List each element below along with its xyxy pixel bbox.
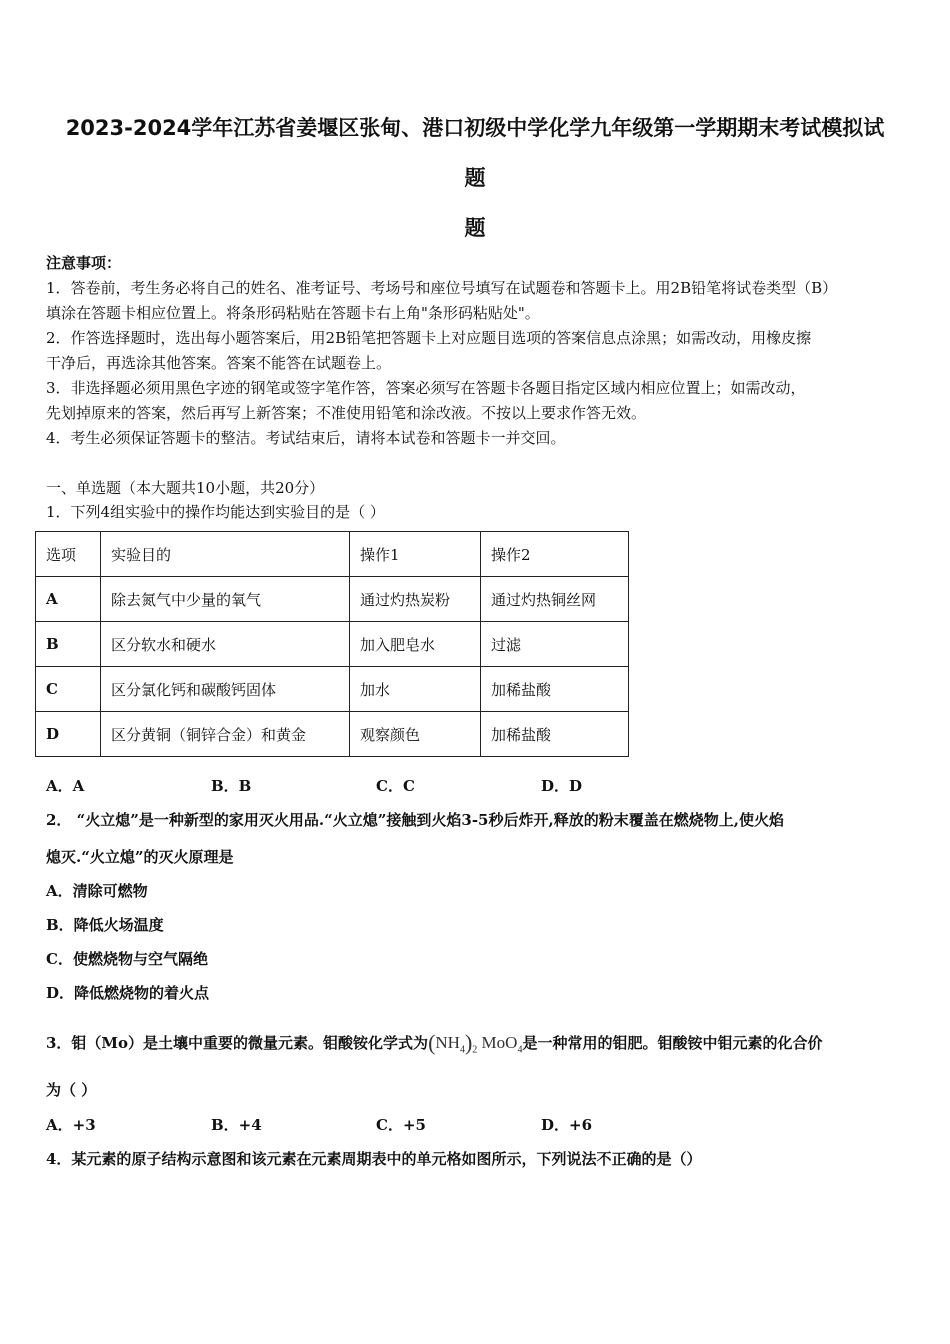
notice-line: 4．考生必须保证答题卡的整洁。考试结束后，请将本试卷和答题卡一并交回。 [46, 429, 566, 447]
ammonium-molybdate-formula: $(NH_4)_2$ MoO$_4$ [428, 1030, 523, 1056]
answer-option[interactable]: A．清除可燃物 [46, 882, 148, 900]
section-heading: 一、单选题（本大题共10小题，共20分） [46, 479, 325, 497]
table-cell: D [36, 712, 101, 757]
question-1-table [35, 531, 629, 757]
table-cell: 观察颜色 [350, 712, 481, 757]
table-cell: 加水 [350, 667, 481, 712]
answer-option[interactable]: A．+3 [46, 1116, 96, 1134]
question-3-stem-continued: 为（ ） [46, 1081, 97, 1099]
table-row [36, 577, 629, 622]
table-cell: A [36, 577, 101, 622]
question-4-stem: 4．某元素的原子结构示意图和该元素在元素周期表中的单元格如图所示，下列说法不正确的是（） [46, 1150, 702, 1168]
question-2-stem: 2． “火立熄”是一种新型的家用灭火用品.“火立熄”接触到火焰3-5秒后炸开,释放的粉末覆盖在燃烧物上,使火焰 [46, 811, 784, 829]
table-cell: 加稀盐酸 [481, 712, 629, 757]
table-cell: 加入肥皂水 [350, 622, 481, 667]
formula-subscript: 4 [459, 1044, 465, 1056]
table-cell: 过滤 [481, 622, 629, 667]
table-header-cell: 实验目的 [101, 532, 350, 577]
notice-line: 干净后，再选涂其他答案。答案不能答在试题卷上。 [46, 354, 392, 372]
answer-option[interactable]: B．+4 [211, 1116, 262, 1134]
answer-option[interactable]: C．使燃烧物与空气隔绝 [46, 950, 208, 968]
notice-line: 1．答卷前，考生务必将自己的姓名、准考证号、考场号和座位号填写在试题卷和答题卡上。用2B铅笔将试卷类型（B） [46, 279, 838, 297]
formula-subscript: 4 [517, 1044, 523, 1056]
answer-option[interactable]: D．D [541, 777, 583, 795]
table-cell: 通过灼热铜丝网 [481, 577, 629, 622]
answer-option[interactable]: C．C [376, 777, 415, 795]
table-cell: 除去氮气中少量的氧气 [101, 577, 350, 622]
formula-moo: MoO [481, 1033, 518, 1052]
notice-line: 3．非选择题必须用黑色字迹的钢笔或签字笔作答，答案必须写在答题卡各题目指定区域内相应位置上；如需改动， [46, 379, 806, 397]
table-row [36, 667, 629, 712]
table-cell: 加稀盐酸 [481, 667, 629, 712]
question-1-stem: 1．下列4组实验中的操作均能达到实验目的是（ ） [46, 503, 385, 521]
answer-option[interactable]: B．B [211, 777, 252, 795]
notice-heading: 注意事项： [46, 254, 122, 272]
table-cell: 区分氯化钙和碳酸钙固体 [101, 667, 350, 712]
table-header-row [36, 532, 629, 577]
question-3-stem-text: 是一种常用的钼肥。钼酸铵中钼元素的化合价 [522, 1034, 823, 1052]
table-cell: 区分软水和硬水 [101, 622, 350, 667]
exam-title-line-1: 2023-2024学年江苏省姜堰区张甸、港口初级中学化学九年级第一学期期末考试模拟试 [65, 116, 885, 140]
formula-subscript: 2 [472, 1044, 478, 1056]
notice-line: 2．作答选择题时，选出每小题答案后，用2B铅笔把答题卡上对应题目选项的答案信息点涂黑；如需改动，用橡皮擦 [46, 329, 812, 347]
answer-option[interactable]: D．+6 [541, 1116, 593, 1134]
table-cell: 通过灼热炭粉 [350, 577, 481, 622]
answer-option[interactable]: C．+5 [376, 1116, 426, 1134]
table-row [36, 712, 629, 757]
question-3-stem [46, 1030, 822, 1056]
notice-line: 填涂在答题卡相应位置上。将条形码粘贴在答题卡右上角"条形码粘贴处"。 [46, 304, 540, 322]
table-cell: 区分黄铜（铜锌合金）和黄金 [101, 712, 350, 757]
exam-title-line-2: 题 [464, 166, 486, 190]
table-cell: C [36, 667, 101, 712]
table-row [36, 622, 629, 667]
exam-title-line-3: 题 [464, 216, 486, 240]
answer-option[interactable]: B．降低火场温度 [46, 916, 164, 934]
answer-option[interactable]: D．降低燃烧物的着火点 [46, 984, 210, 1002]
table-header-cell: 操作1 [350, 532, 481, 577]
table-cell: B [36, 622, 101, 667]
question-3-stem-text: 3．钼（Mo）是土壤中重要的微量元素。钼酸铵化学式为 [46, 1034, 429, 1052]
question-2-stem-continued: 熄灭.“火立熄”的灭火原理是 [46, 848, 234, 866]
notice-line: 先划掉原来的答案，然后再写上新答案；不准使用铅笔和涂改液。不按以上要求作答无效。 [46, 404, 647, 422]
formula-nh: NH [435, 1033, 460, 1052]
answer-option[interactable]: A．A [46, 777, 85, 795]
table-header-cell: 选项 [36, 532, 101, 577]
table-header-cell: 操作2 [481, 532, 629, 577]
